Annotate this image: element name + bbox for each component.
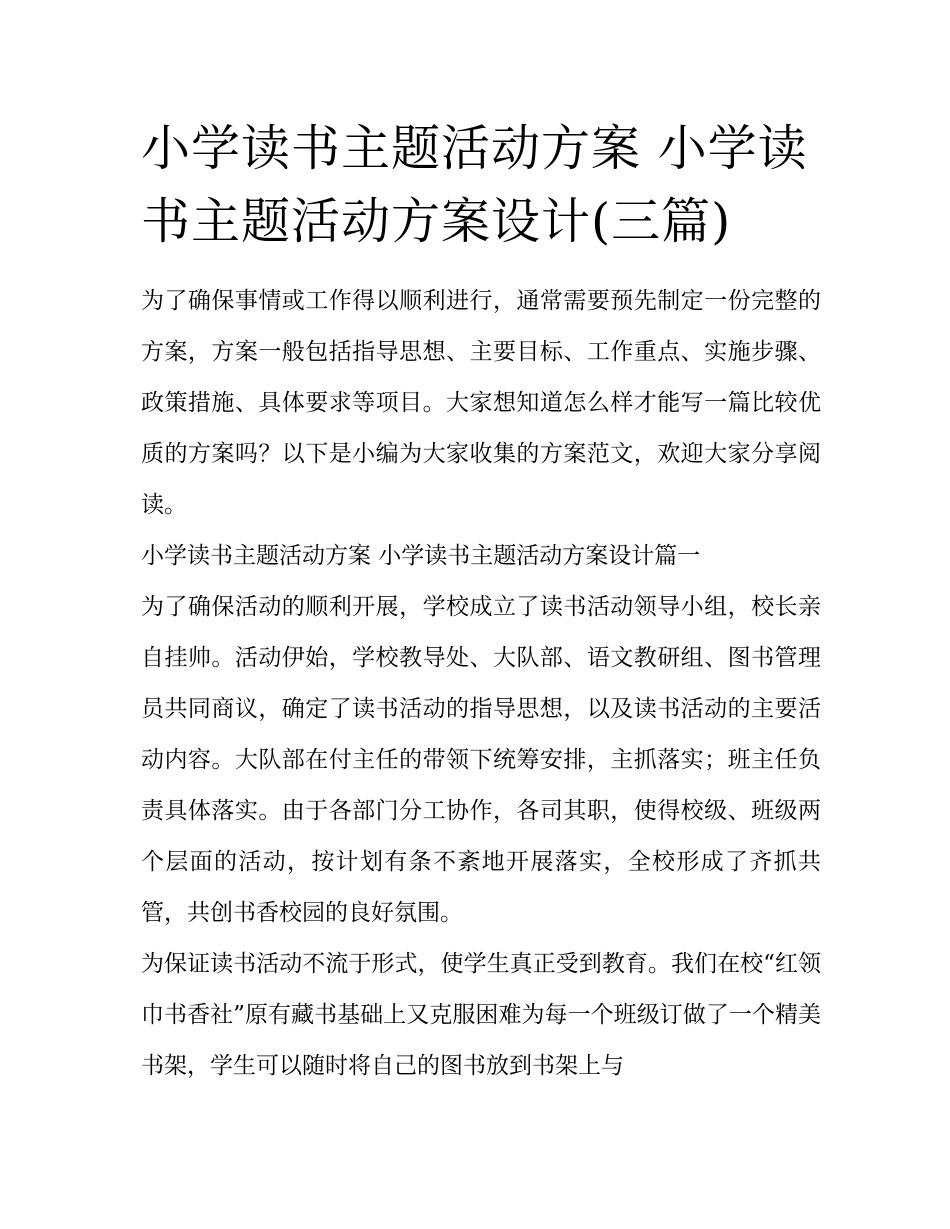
body-paragraph-1: 为了确保活动的顺利开展，学校成立了读书活动领导小组，校长亲自挂帅。活动伊始，学校教导处、大队部、语文教研组、图书管理员共同商议，确定了读书活动的指导思想，以及读书活动的主要活动内容。大队部在付主任的带领下统筹安排，主抓落实；班主任负责具体落实。由于各部门分工协作，各司其职，使得校级、班级两个层面的活动，按计划有条不紊地开展落实，全校形成了齐抓共管，共创书香校园的良好氛围。 [141,594,821,926]
document-body [141,276,821,1092]
body-paragraph-2: 为保证读书活动不流于形式，使学生真正受到教育。我们在校“红领巾书香社”原有藏书基础上又克服困难为每一个班级订做了一个精美书架，学生可以随时将自己的图书放到书架上与 [141,951,821,1079]
document-page [141,112,821,1092]
document-title: 小学读书主题活动方案 小学读书主题活动方案设计(三篇) [141,120,808,250]
section-heading: 小学读书主题活动方案 小学读书主题活动方案设计篇一 [141,543,701,569]
intro-paragraph: 为了确保事情或工作得以顺利进行，通常需要预先制定一份完整的方案，方案一般包括指导思想、主要目标、工作重点、实施步骤、政策措施、具体要求等项目。大家想知道怎么样才能写一篇比较优质的方案吗？以下是小编为大家收集的方案范文，欢迎大家分享阅读。 [141,288,821,518]
